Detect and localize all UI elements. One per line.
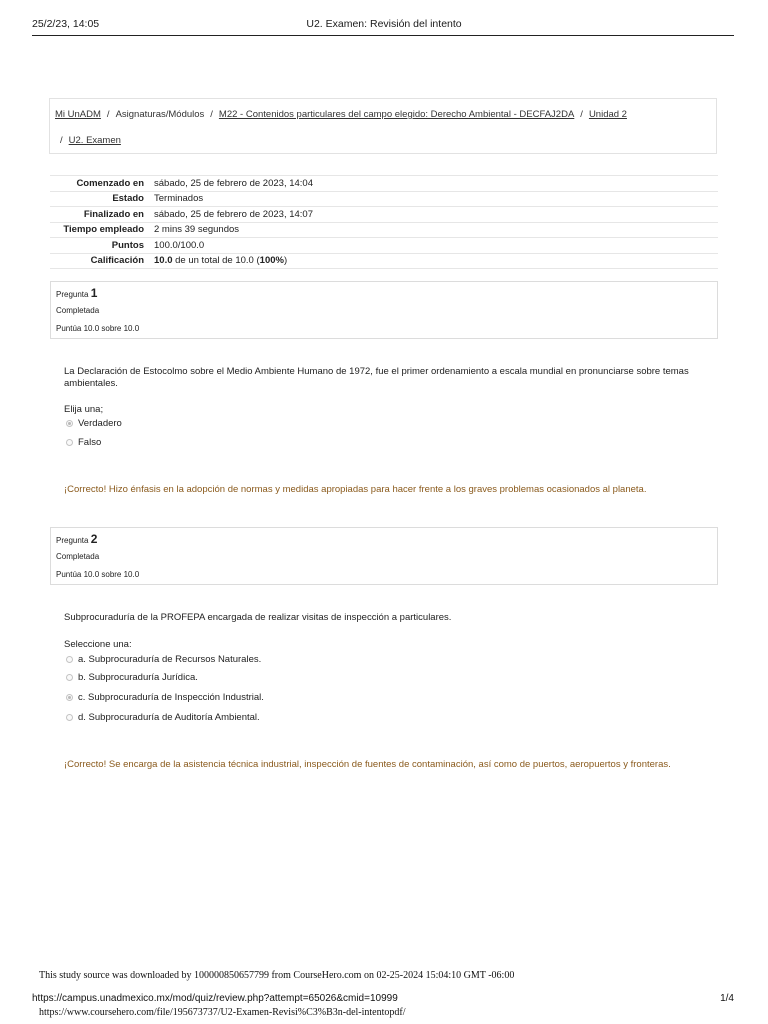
attempt-summary-table xyxy=(50,175,718,269)
radio-icon[interactable] xyxy=(66,714,73,721)
question-info-2 xyxy=(50,527,718,585)
breadcrumb-separator: / xyxy=(580,109,583,120)
question-text-1: La Declaración de Estocolmo sobre el Medio Ambiente Humano de 1972, fue el primer ordenamiento a escala mundial en pronunciarse sobre temas ambientales. xyxy=(64,366,689,389)
summary-label: Puntos xyxy=(111,239,144,251)
answer-option[interactable] xyxy=(66,654,261,665)
answer-prompt-1: Elija una; xyxy=(64,404,104,415)
summary-value: 2 mins 39 segundos xyxy=(154,224,240,235)
breadcrumb-link-course[interactable]: M22 - Contenidos particulares del campo elegido: Derecho Ambiental - DECFAJ2DA xyxy=(218,109,575,120)
radio-selected-icon[interactable] xyxy=(66,420,73,427)
option-label: d. Subprocuraduría de Auditoría Ambiental. xyxy=(78,712,260,723)
summary-value: Terminados xyxy=(154,193,204,204)
grade-percent: 100% xyxy=(259,255,284,266)
radio-icon[interactable] xyxy=(66,674,73,681)
summary-value: sábado, 25 de febrero de 2023, 14:07 xyxy=(154,208,313,220)
feedback-2: ¡Correcto! Se encarga de la asistencia técnica industrial, inspección de fuentes de contaminación, así como de puertos, aeropuertos y fronteras. xyxy=(64,759,671,770)
grade-text: de un total de 10.0 ( xyxy=(172,255,260,266)
source-url: https://www.coursehero.com/file/195673737/U2-Examen-Revisi%C3%B3n-del-intentopdf/ xyxy=(39,1007,406,1018)
question-title xyxy=(56,286,97,300)
breadcrumb-link-exam[interactable]: U2. Examen xyxy=(68,135,121,146)
question-title xyxy=(56,532,97,546)
answer-option[interactable] xyxy=(66,712,260,723)
summary-label: Calificación xyxy=(90,255,144,266)
answer-prompt-2: Seleccione una: xyxy=(64,639,132,650)
summary-row-started xyxy=(50,175,718,191)
grade-text-end: ) xyxy=(283,255,288,266)
option-label: Verdadero xyxy=(78,418,122,429)
summary-value xyxy=(154,255,718,267)
page-title: U2. Examen: Revisión del intento xyxy=(306,18,462,30)
breadcrumb-separator: / xyxy=(106,109,110,120)
question-state: Completada xyxy=(56,552,100,561)
answer-option[interactable] xyxy=(66,692,264,703)
summary-row-points xyxy=(50,237,718,253)
header-divider xyxy=(32,35,734,36)
option-label: Falso xyxy=(78,437,102,448)
question-mark: Puntúa 10.0 sobre 10.0 xyxy=(56,324,140,333)
summary-row-grade xyxy=(50,253,718,270)
option-label: a. Subprocuraduría de Recursos Naturales. xyxy=(78,654,262,665)
answer-option[interactable] xyxy=(66,418,122,429)
question-info-1 xyxy=(50,281,718,339)
summary-value: 100.0/100.0 xyxy=(154,239,205,251)
breadcrumb-separator: / xyxy=(60,135,63,146)
breadcrumb-link-unit[interactable]: Unidad 2 xyxy=(588,109,627,120)
breadcrumb xyxy=(49,98,717,154)
question-text-2: Subprocuraduría de la PROFEPA encargada de realizar visitas de inspección a particulares. xyxy=(64,612,452,623)
option-label: c. Subprocuraduría de Inspección Industrial. xyxy=(78,692,264,703)
download-note: This study source was downloaded by 100000850657799 from CourseHero.com on 02-25-2024 15:04:10 GMT -06:00 xyxy=(39,970,515,981)
answer-option[interactable] xyxy=(66,672,198,683)
question-state: Completada xyxy=(56,306,100,315)
answer-option[interactable] xyxy=(66,437,101,448)
radio-icon[interactable] xyxy=(66,656,73,663)
question-label: Pregunta xyxy=(56,290,89,299)
breadcrumb-link-home[interactable]: Mi UnADM xyxy=(55,109,101,120)
option-label: b. Subprocuraduría Jurídica. xyxy=(78,672,198,683)
summary-label: Finalizado en xyxy=(83,208,144,220)
summary-label: Comenzado en xyxy=(76,177,144,189)
footer-url: https://campus.unadmexico.mx/mod/quiz/review.php?attempt=65026&cmid=10999 xyxy=(32,993,398,1004)
print-datetime: 25/2/23, 14:05 xyxy=(32,18,100,30)
summary-row-finished xyxy=(50,206,718,222)
question-number: 2 xyxy=(90,532,98,546)
question-mark: Puntúa 10.0 sobre 10.0 xyxy=(56,570,140,579)
breadcrumb-item-modules: Asignaturas/Módulos xyxy=(115,109,205,120)
grade-value: 10.0 xyxy=(154,255,173,266)
breadcrumb-separator: / xyxy=(210,109,213,120)
summary-label: Tiempo empleado xyxy=(63,224,144,235)
feedback-1: ¡Correcto! Hizo énfasis en la adopción de normas y medidas apropiadas para hacer frente a los graves problemas ocasionados al planeta. xyxy=(64,484,647,495)
page-number: 1/4 xyxy=(720,993,734,1004)
summary-value: sábado, 25 de febrero de 2023, 14:04 xyxy=(154,177,313,189)
summary-row-state xyxy=(50,191,718,207)
question-label: Pregunta xyxy=(56,536,89,545)
radio-icon[interactable] xyxy=(66,439,73,446)
summary-label: Estado xyxy=(112,193,144,204)
radio-selected-icon[interactable] xyxy=(66,694,73,701)
question-number: 1 xyxy=(90,286,98,300)
summary-row-time xyxy=(50,222,718,238)
